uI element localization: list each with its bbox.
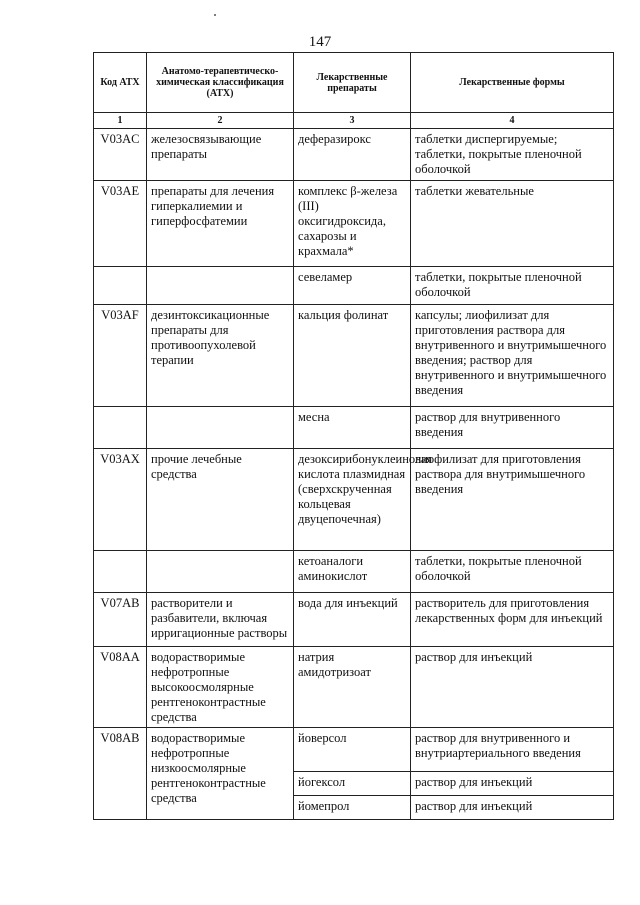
table-row	[94, 181, 614, 267]
header-drugs: Лекарственные препараты	[294, 53, 411, 113]
drug-name: месна	[294, 407, 411, 449]
drug-name: вода для инъекций	[294, 593, 411, 647]
dosage-forms: таблетки, покрытые пленочной оболочкой	[411, 267, 614, 305]
column-number-row	[94, 113, 614, 129]
header-row	[94, 53, 614, 113]
dosage-forms: таблетки, покрытые пленочной оболочкой	[411, 551, 614, 593]
drug-name: йоверсол	[294, 728, 411, 772]
atx-code: V08AA	[94, 647, 147, 728]
atx-class	[147, 407, 294, 449]
header-forms: Лекарственные формы	[411, 53, 614, 113]
atx-code	[94, 267, 147, 305]
header-classification: Анатомо-терапевтическо-химическая классификация (АТХ)	[147, 53, 294, 113]
atx-code: V03AC	[94, 129, 147, 181]
atx-code: V03AE	[94, 181, 147, 267]
atx-class: прочие лечебные средства	[147, 449, 294, 551]
dosage-forms: раствор для инъекций	[411, 796, 614, 820]
dosage-forms: таблетки диспергируемые; таблетки, покрытые пленочной оболочкой	[411, 129, 614, 181]
dosage-forms: раствор для внутривенного и внутриартериального введения	[411, 728, 614, 772]
atx-class: водорастворимые нефротропные высокоосмолярные рентгеноконтрастные средства	[147, 647, 294, 728]
table-row	[94, 305, 614, 407]
drug-name: йомепрол	[294, 796, 411, 820]
atx-code: V08AB	[94, 728, 147, 820]
dosage-forms: раствор для инъекций	[411, 647, 614, 728]
atx-class: препараты для лечения гиперкалиемии и гиперфосфатемии	[147, 181, 294, 267]
scan-speck	[214, 14, 216, 16]
drug-name: кальция фолинат	[294, 305, 411, 407]
atx-class	[147, 267, 294, 305]
table-row	[94, 551, 614, 593]
atx-code: V03AX	[94, 449, 147, 551]
column-number: 4	[411, 113, 614, 129]
atx-code: V07AB	[94, 593, 147, 647]
column-number: 2	[147, 113, 294, 129]
dosage-forms: таблетки жевательные	[411, 181, 614, 267]
atx-class	[147, 551, 294, 593]
column-number: 3	[294, 113, 411, 129]
drug-name: дезоксирибонуклеиновая кислота плазмидная (сверхскрученная кольцевая двуцепочечная)	[294, 449, 411, 551]
table-row	[94, 267, 614, 305]
dosage-forms: раствор для внутривенного введения	[411, 407, 614, 449]
table-row	[94, 647, 614, 728]
atx-class: дезинтоксикационные препараты для противоопухолевой терапии	[147, 305, 294, 407]
atx-table	[93, 52, 614, 820]
table-row	[94, 129, 614, 181]
dosage-forms: растворитель для приготовления лекарственных форм для инъекций	[411, 593, 614, 647]
dosage-forms: лиофилизат для приготовления раствора для внутримышечного введения	[411, 449, 614, 551]
atx-class: водорастворимые нефротропные низкоосмолярные рентгеноконтрастные средства	[147, 728, 294, 820]
table-row	[94, 593, 614, 647]
drug-name: деферазирокс	[294, 129, 411, 181]
drug-name: севеламер	[294, 267, 411, 305]
atx-class: растворители и разбавители, включая ирригационные растворы	[147, 593, 294, 647]
drug-name: йогексол	[294, 772, 411, 796]
dosage-forms: раствор для инъекций	[411, 772, 614, 796]
column-number: 1	[94, 113, 147, 129]
dosage-forms: капсулы; лиофилизат для приготовления раствора для внутривенного и внутримышечного введения; раствор для внутривенного и внутримышечного введения	[411, 305, 614, 407]
page-number: 147	[308, 34, 332, 50]
drug-name: комплекс β-железа (III) оксигидроксида, сахарозы и крахмала*	[294, 181, 411, 267]
table-row	[94, 728, 614, 772]
table-row	[94, 449, 614, 551]
atx-code	[94, 407, 147, 449]
atx-code	[94, 551, 147, 593]
drug-name: натрия амидотризоат	[294, 647, 411, 728]
atx-code: V03AF	[94, 305, 147, 407]
drug-name: кетоаналоги аминокислот	[294, 551, 411, 593]
atx-class: железосвязывающие препараты	[147, 129, 294, 181]
table-row	[94, 407, 614, 449]
header-code: Код АТХ	[94, 53, 147, 113]
